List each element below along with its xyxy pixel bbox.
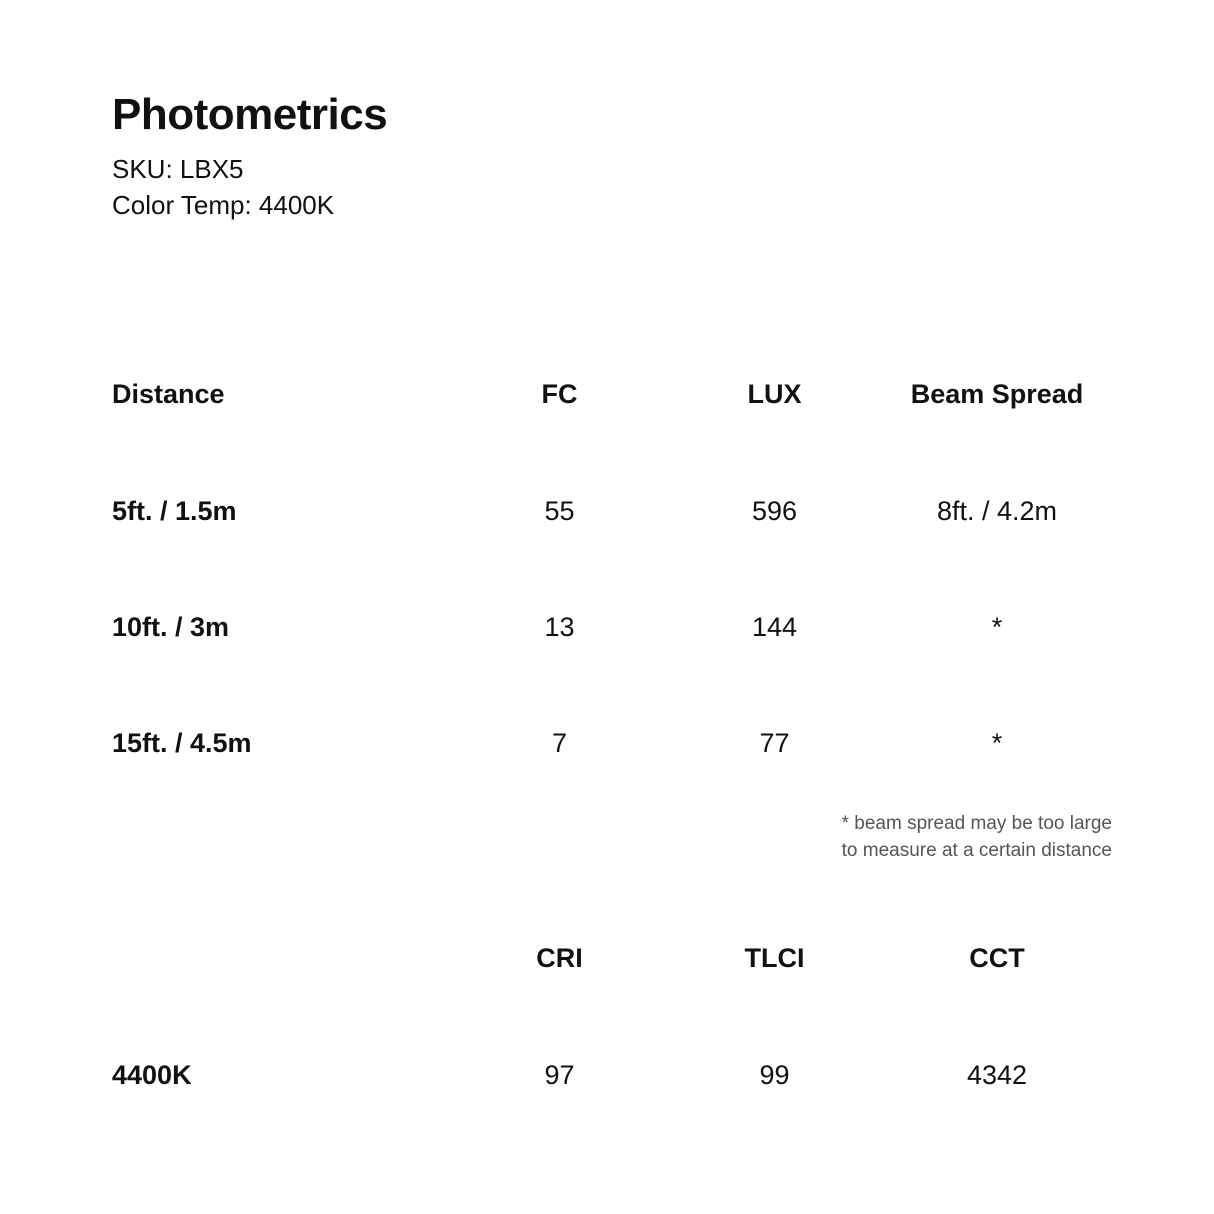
color-temp-line: Color Temp: 4400K [112,190,335,221]
column-header-lux: LUX [747,379,802,410]
cell-fc: 55 [544,496,575,527]
page-title: Photometrics [112,90,388,139]
cell-beam-spread: * [991,612,1003,643]
cell-tlci: 99 [759,1059,790,1090]
column-header-beam-spread: Beam Spread [910,379,1084,410]
cell-lux: 596 [751,496,798,527]
column-header-fc: FC [541,379,578,410]
cell-distance: 15ft. / 4.5m [112,728,252,759]
table-header-row [112,336,1112,454]
cell-distance: 5ft. / 1.5m [112,496,237,527]
cell-fc: 13 [544,612,575,643]
table-row [112,570,1112,686]
color-metrics-table [112,899,1112,1133]
cell-lux: 144 [751,612,798,643]
beam-spread-footnote [112,810,1112,865]
footnote-line-2: to measure at a certain distance [841,840,1112,862]
cell-color-temp: 4400K [112,1059,192,1090]
cell-distance: 10ft. / 3m [112,612,230,643]
cell-lux: 77 [759,728,790,759]
table-row [112,686,1112,802]
table-row [112,454,1112,570]
color-table-header-row [112,899,1112,1017]
cell-fc: 7 [551,728,568,759]
column-header-cri: CRI [536,942,583,973]
column-header-cct: CCT [969,942,1025,973]
cell-beam-spread: * [991,728,1003,759]
column-header-blank [112,899,452,1017]
cell-beam-spread: 8ft. / 4.2m [936,496,1058,527]
header-table-spacer [112,224,1104,336]
cell-cri: 97 [544,1059,575,1090]
cell-cct: 4342 [966,1059,1028,1090]
footnote-line-1: * beam spread may be too large [841,812,1112,834]
sku-line: SKU: LBX5 [112,154,244,185]
column-header-tlci: TLCI [744,942,805,973]
table-row [112,1017,1112,1133]
photometrics-table [112,336,1112,802]
column-header-distance: Distance [112,379,225,410]
